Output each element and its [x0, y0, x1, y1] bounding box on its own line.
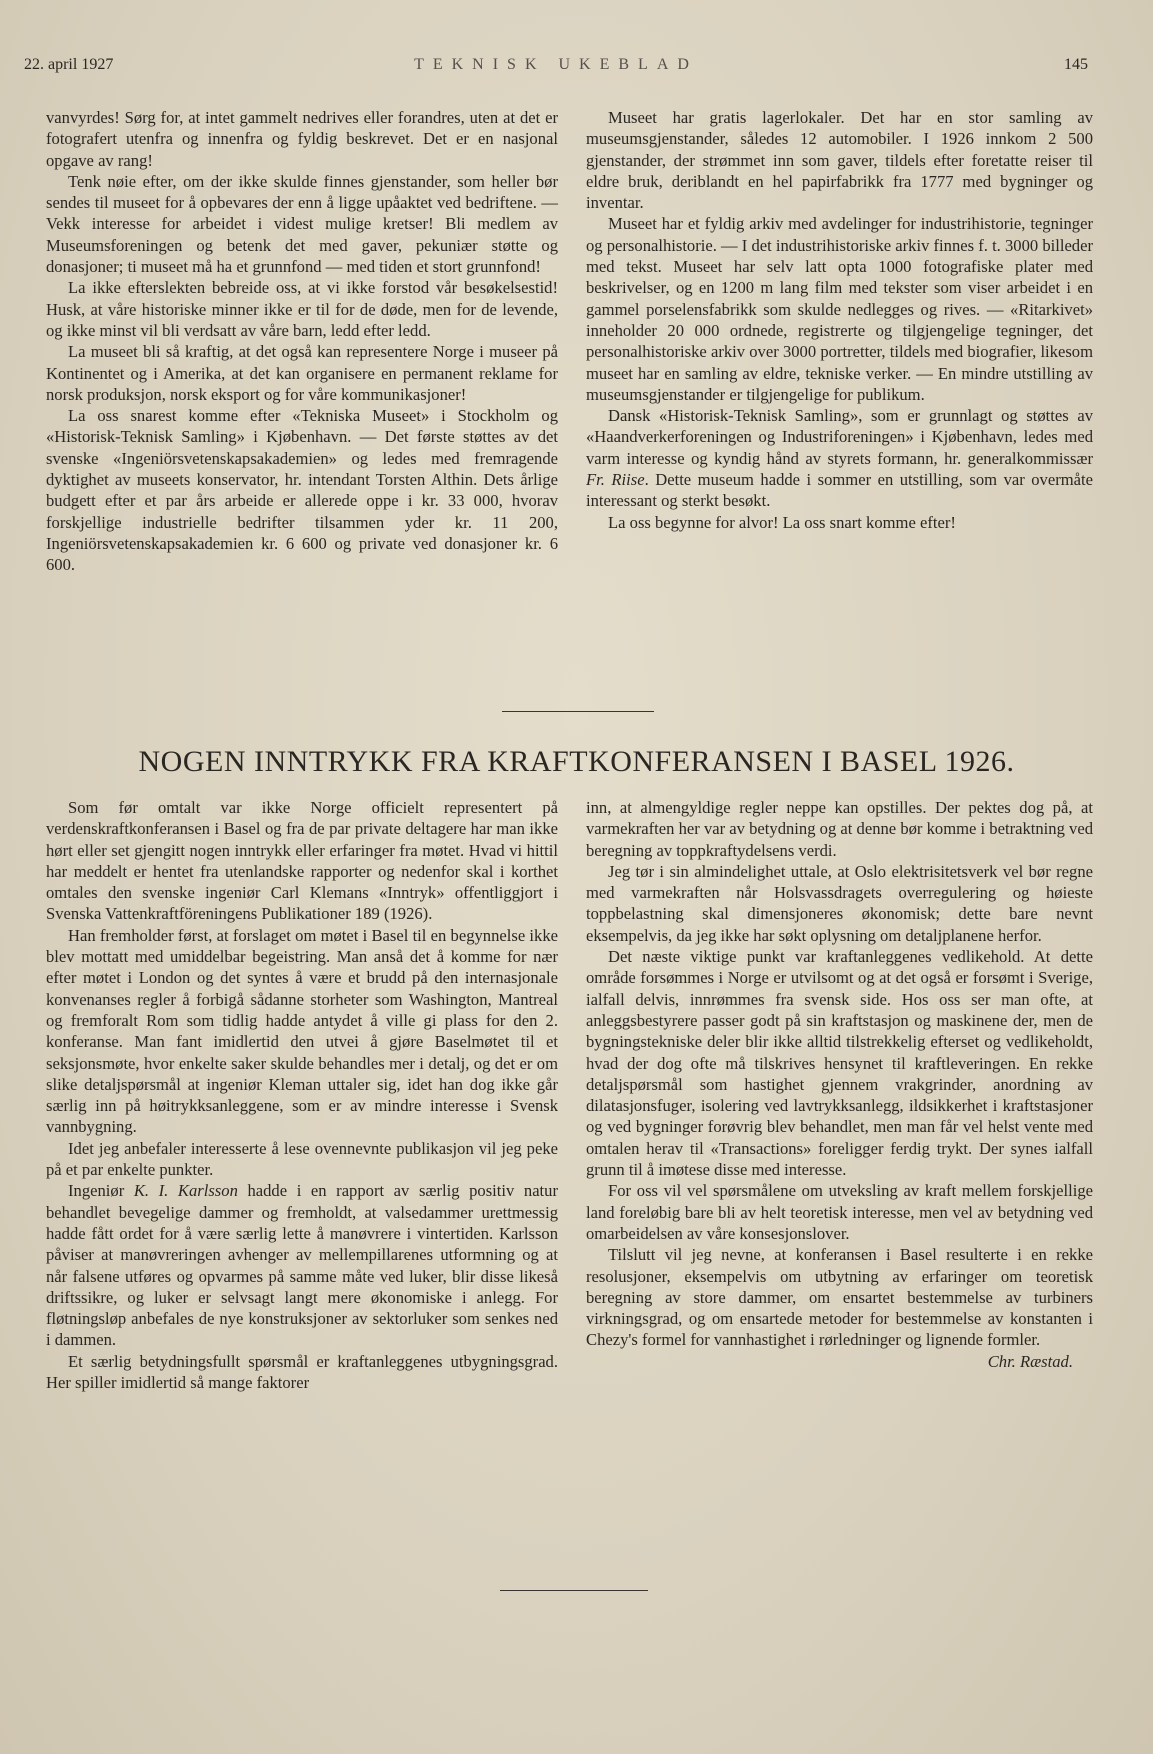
column-top-right — [586, 107, 1093, 533]
text-run: hadde i en rapport av særlig positiv natur behandlet bevegelige dammer og fremholdt, at valsedammer urettmessig hadde fått ordet for å være særlig lette å manøvrere i vintertiden. Karlsson påviser at manøvreringen avhenger av mellempillarenes utformning og at når falsene utføres og opvarmes på samme måte ved luker, blir disse likeså driftssikre, og luker er selvsagt langt mere økonomiske i anlegg. For fløtningsløp anbefales de nye konstruksjoner av sektorluker som senkes ned i dammen. — [46, 1181, 558, 1350]
paragraph: La museet bli så kraftig, at det også kan representere Norge i museer på Kontinentet og i Amerika, at det kan organisere en permanent reklame for norsk produksjon, norsk eksport og for våre kommunikasjoner! — [46, 342, 558, 404]
end-divider — [500, 1590, 648, 1591]
paragraph: Som før omtalt var ikke Norge officielt representert på verdenskraftkonferansen i Basel og fra de par private deltagere har man ikke hørt eller set gjengitt nogen inntrykk eller erfaringer fra møtet. Hvad vi hittil har meddelt er hentet fra utenlandske rapporter og nedenfor skal i korthet omtales den svenske ingeniør Carl Klemans «Inntryk» offentliggjort i Svenska Vattenkraftföreningens Publikationer 189 (1926). — [46, 798, 558, 924]
column-bottom-right — [586, 797, 1093, 1372]
paragraph: inn, at almengyldige regler neppe kan opstilles. Der pektes dog på, at varmekraften her var av betydning og at denne bør komme i betraktning ved beregning av toppkraftydelsens verdi. — [586, 798, 1093, 860]
page-header — [24, 56, 1088, 80]
paragraph: Museet har et fyldig arkiv med avdelinger for industrihistorie, tegninger og personalhistorie. — I det industrihistoriske arkiv finnes f. t. 3000 billeder med tekst. Museet har selv latt opta 1000 fotografiske plater med beskrivelser, og en 1200 m lang film med tekster som viser arbeidet i en gammel porselensfabrikk som skulde nedlegges og rives. — «Ritarkivet» inneholder 20 000 ordnede, registrerte og tilgjengelige tegninger, det personalhistoriske arkiv over 3000 portretter, tildels med biografier, likesom museet har en samling av eldre, tekniske verker. — En mindre utstilling av museumsgjenstander er tilgjengelige for publikum. — [586, 214, 1093, 404]
paragraph — [586, 405, 1093, 511]
text-run: Dansk «Historisk-Teknisk Samling», som er grunnlagt og støttes av «Haandverkerforeningen og Industriforeningen» i Kjøbenhavn, ledes med varm interesse og kyndig hånd av styrets formann, hr. generalkommissær — [586, 406, 1093, 468]
paragraph: La oss begynne for alvor! La oss snart komme efter! — [608, 512, 956, 532]
paragraph: Et særlig betydningsfullt spørsmål er kraftanleggenes utbygningsgrad. Her spiller imidlertid så mange faktorer — [46, 1351, 558, 1393]
paragraph: Tenk nøie efter, om der ikke skulde finnes gjenstander, som heller bør sendes til museet for å opbevares der enn å ligge upåaktet ved bedriftene. — Vekk interesse for arbeidet i videst mulige kretser! Bli medlem av Museumsforeningen og betenk det med gaver, pekuniær støtte og donasjoner; ti museet må ha et grunnfond — med tiden et stort grunnfond! — [46, 171, 558, 277]
paragraph: For oss vil vel spørsmålene om utveksling av kraft mellem forskjellige land foreløbig bare bli av helt teoretisk interesse, men vel av betydning ved omarbeidelsen av våre konsesjonslover. — [586, 1181, 1093, 1243]
person-name: Fr. Riise — [586, 470, 645, 490]
paragraph: La ikke efterslekten bebreide oss, at vi ikke forstod vår besøkelsestid! Husk, at våre historiske minner ikke er til for de døde, men for de levende, og ikke minst vil bli verdsatt av våre barn, ledd efter ledd. — [46, 278, 558, 340]
person-name: K. I. Karlsson — [133, 1181, 238, 1201]
text-run: Ingeniør — [68, 1181, 134, 1201]
author-signature: Chr. Ræstad. — [987, 1351, 1073, 1371]
paragraph: Det næste viktige punkt var kraftanleggenes vedlikehold. At dette område forsømmes i Norge er utvilsomt og at det også er forsømt i Sverige, ialfall delvis, innrømmes fra svensk side. Hos oss ser man ofte, at anleggsbestyrere passer godt på sin kraftstasjon og maskinene der, men de bygningstekniske deler blir ikke alltid tilstrekkelig efterset og vedlikeholdt, hvad der dog ofte må tilskrives hensynet til kraftleveringen. En rekke detaljspørsmål som hastighet gjennem vrakgrinder, anordning av dilatasjonsfuger, isolering ved lavtrykksanlegg, ildsikkerhet i kraftstasjoner og ved bygninger forøvrig blev behandlet, men man får vel helst vente med omtalen herav til «Transactions» foreligger ferdig trykt. Der synes ialfall grunn til å imøtese disse med interesse. — [586, 947, 1093, 1180]
page-number: 145 — [1064, 56, 1088, 73]
text-run: . Dette museum hadde i sommer en utstilling, som var overmåte interessant og sterkt besøkt. — [586, 470, 1093, 511]
paragraph: Tilslutt vil jeg nevne, at konferansen i Basel resulterte i en rekke resolusjoner, eksempelvis om utbytning av erfaringer om teoretisk beregning av store dammer, om ensartet bestemmelse av turbiners virkningsgrad, og om ensartede metoder for bestemmelse av konstanten i Chezy's formel for vannhastighet i rørledninger og lignende formler. — [586, 1245, 1093, 1350]
section-divider — [502, 711, 654, 712]
paragraph: Idet jeg anbefaler interesserte å lese ovennevnte publikasjon vil jeg peke på et par enkelte punkter. — [46, 1138, 558, 1180]
article-title: NOGEN INNTRYKK FRA KRAFTKONFERANSEN I BASEL 1926. — [138, 745, 1015, 778]
paragraph: Museet har gratis lagerlokaler. Det har en stor samling av museumsgjenstander, således 12 automobiler. I 1926 innkom 2 500 gjenstander, der strømmet inn som gaver, tildels efter foretatte reiser til eldre bruk, deriblandt en hel papirfabrikk fra 1777 med bygninger og inventar. — [586, 108, 1093, 213]
column-bottom-left — [46, 797, 558, 1393]
issue-date: 22. april 1927 — [24, 56, 114, 73]
paragraph: Han fremholder først, at forslaget om møtet i Basel til en begynnelse ikke blev mottatt med umiddelbar begeistring. Man anså det å komme for nær efter møtet i London og det syntes å være et brudd på den internasjonale konvenanses regler å forbigå sådanne storheter som Washington, Mantreal og fremforalt Rom som tidlig hadde antydet å ville gi plass for den 2. konferanse. Man fant imidlertid den utvei å gjøre Baselmøtet til et seksjonsmøte, hvor enkelte saker skulde behandles mer i detalj, og det er om slike detaljspørsmål at ingeniør Kleman uttaler sig, idet han dog ikke går særlig inn på høitrykksanleggene, som er av mindre interesse i Svensk vannbygning. — [46, 925, 558, 1137]
paragraph: vanvyrdes! Sørg for, at intet gammelt nedrives eller forandres, uten at det er fotografert utenfra og innenfra og fyldig beskrevet. Det er en nasjonal opgave av rang! — [46, 108, 558, 170]
paragraph — [46, 1180, 558, 1350]
paragraph: Jeg tør i sin almindelighet uttale, at Oslo elektrisitetsverk vel bør regne med varmekraften når Holsvassdragets overregulering og høieste toppbelastning skal dimensjoneres økonomisk; dette bare nevnt eksempelvis, da jeg ikke har søkt oplysning om detaljplanene herfor. — [586, 861, 1093, 945]
paragraph: La oss snarest komme efter «Tekniska Museet» i Stockholm og «Historisk-Teknisk Samling» i Kjøbenhavn. — Det første støttes av det svenske «Ingeniörsvetenskapsakademien» og ledes med fremragende dyktighet av museets konservator, hr. intendant Torsten Althin. Dets årlige budgett efter et par års arbeide er allerede oppe i kr. 33 000, hvorav forskjellige industrielle bedrifter tilsammen yder kr. 11 200, Ingeniörsvetenskapsakademien kr. 6 600 og private ved donasjoner kr. 6 600. — [46, 406, 558, 575]
column-top-left — [46, 107, 558, 576]
journal-title: TEKNISK UKEBLAD — [414, 56, 698, 73]
